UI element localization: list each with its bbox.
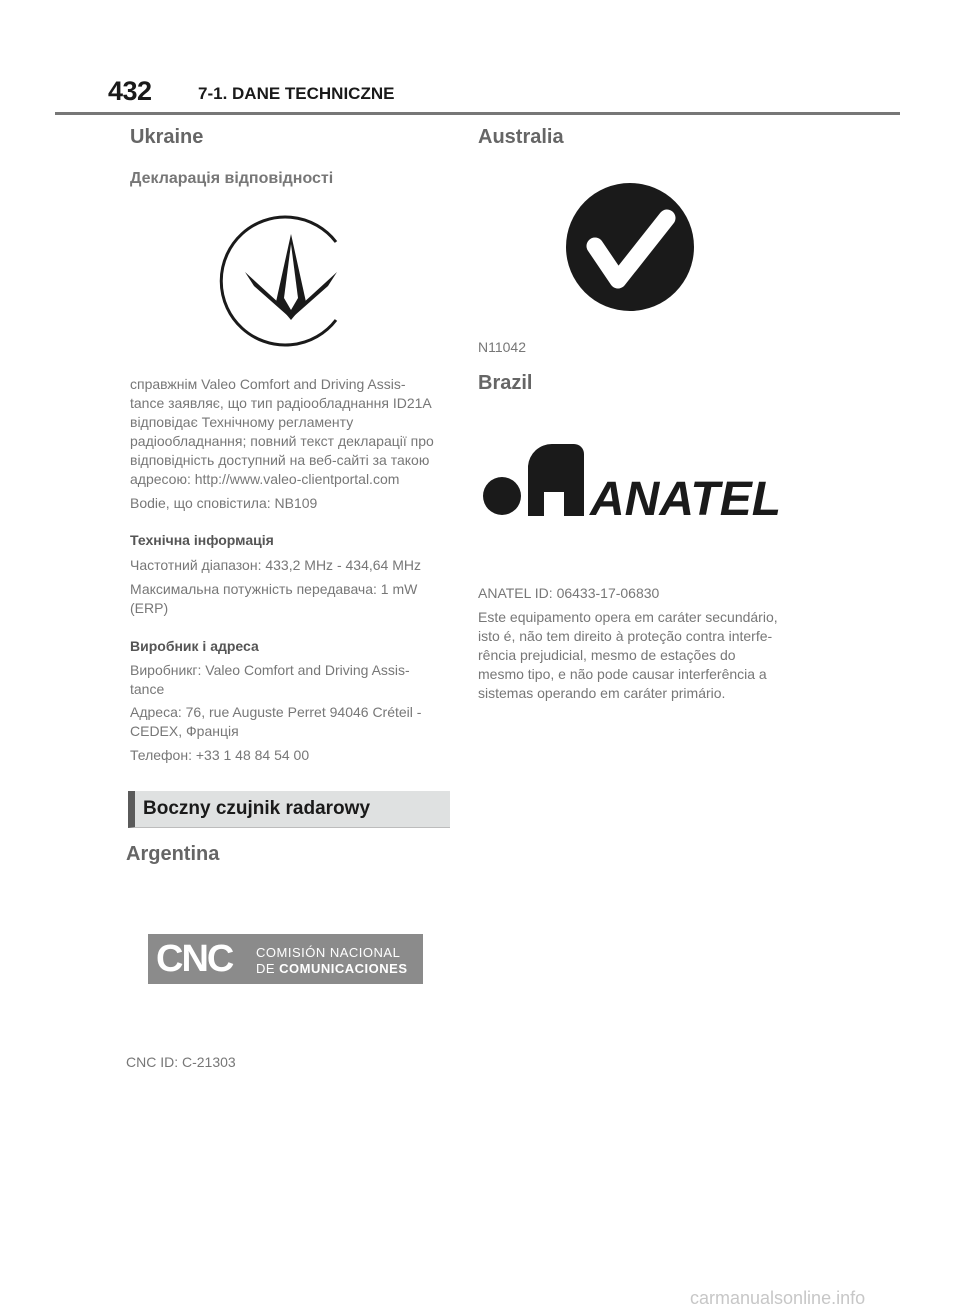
- header-rule: [55, 112, 900, 115]
- text-line: Максимальна потужність передавача: 1 mW: [130, 581, 418, 597]
- australia-rcm-check-icon: [565, 182, 695, 312]
- section-bar: [128, 791, 450, 828]
- text-line: радіообладнання; повний текст декларації про: [130, 433, 434, 449]
- ukraine-heading: Ukraine: [130, 126, 204, 148]
- text-line: Este equipamento opera em caráter secundário,: [478, 609, 778, 625]
- text-line: (ERP): [130, 600, 169, 616]
- manufacturer: [130, 661, 450, 699]
- text-line: mesmo tipo, e não pode causar interferência a: [478, 666, 767, 682]
- australia-heading: Australia: [478, 126, 564, 148]
- cnc-logo-line2-bold: COMUNICACIONES: [279, 961, 408, 976]
- text-line: Виробникг: Valeo Comfort and Driving Assis-: [130, 662, 410, 678]
- anatel-logo-text: ANATEL: [590, 473, 782, 518]
- cnc-logo-letters: CNC: [156, 938, 233, 980]
- text-line: tance: [130, 681, 165, 697]
- text-line: Адреса: 76, rue Auguste Perret 94046 Créteil -: [130, 704, 422, 720]
- cnc-logo-line1: COMISIÓN NACIONAL: [256, 945, 401, 960]
- manufacturer-heading: Виробник і адреса: [130, 638, 259, 654]
- ukraine-declaration: [130, 375, 450, 489]
- anatel-id: ANATEL ID: 06433-17-06830: [478, 585, 660, 601]
- text-line: isto é, não tem direito à proteção contra interfe-: [478, 628, 773, 644]
- text-line: CEDEX, Франція: [130, 723, 239, 739]
- watermark: carmanualsonline.info: [690, 1288, 866, 1308]
- anatel-logo-icon: [482, 442, 782, 518]
- address: [130, 703, 450, 741]
- text-line: відповідність доступний на веб-сайті за такою: [130, 452, 430, 468]
- brazil-heading: Brazil: [478, 372, 533, 394]
- text-line: адресою: http://www.valeo-clientportal.com: [130, 471, 400, 487]
- text-line: rência prejudicial, mesmo de estações do: [478, 647, 736, 663]
- text-line: справжнім Valeo Comfort and Driving Assis-: [130, 376, 406, 392]
- anatel-notice: [478, 608, 818, 703]
- text-line: tance заявляє, що тип радіообладнання ID21A: [130, 395, 432, 411]
- text-line: sistemas operando em caráter primário.: [478, 685, 726, 701]
- argentina-heading: Argentina: [126, 843, 220, 865]
- tech-info-heading: Технічна інформація: [130, 532, 274, 548]
- max-power: [130, 580, 450, 618]
- cnc-logo-line2: [256, 961, 408, 976]
- ukraine-subheading: Декларація відповідності: [130, 170, 334, 187]
- phone: Телефон: +33 1 48 84 54 00: [130, 747, 310, 763]
- page-number: 432: [108, 76, 152, 106]
- cnc-logo-icon: [148, 934, 423, 984]
- frequency-range: Частотний діапазон: 433,2 MHz - 434,64 MHz: [130, 557, 421, 573]
- text-line: відповідає Технічному регламенту: [130, 414, 354, 430]
- notified-body: Bodie, що сповістила: NB109: [130, 495, 318, 511]
- cnc-logo-line2-prefix: DE: [256, 961, 280, 976]
- rcm-id: N11042: [478, 339, 527, 355]
- cnc-id: CNC ID: C-21303: [126, 1054, 236, 1070]
- chapter-title: 7-1. DANE TECHNICZNE: [198, 84, 395, 103]
- section-title: Boczny czujnik radarowy: [143, 798, 371, 819]
- ukraine-conformity-mark-icon: [218, 212, 342, 350]
